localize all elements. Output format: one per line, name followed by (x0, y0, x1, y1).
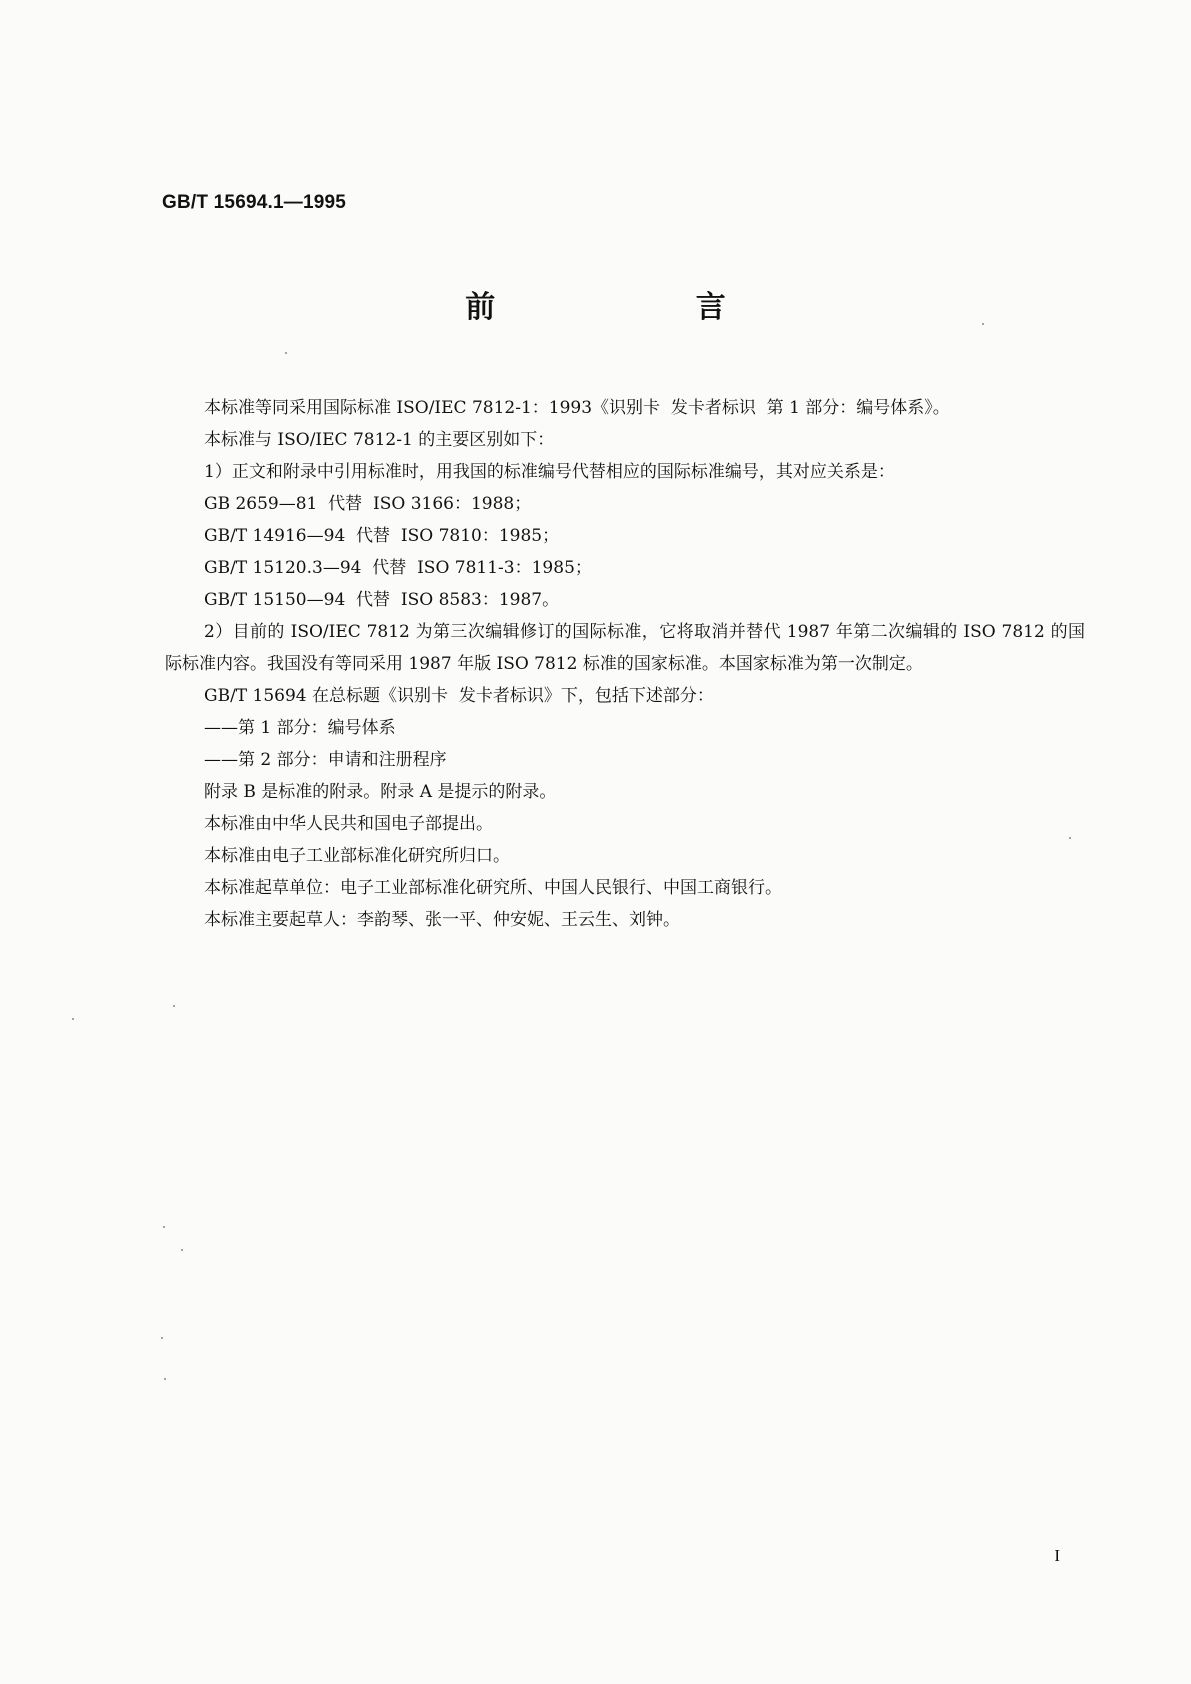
paragraph-adoption: 本标准等同采用国际标准 ISO/IEC 7812-1：1993《识别卡 发卡者标识 第 1 部分：编号体系》。 (204, 398, 950, 418)
page-title: 前 言 (465, 290, 821, 325)
paragraph-annexes: 附录 B 是标准的附录。附录 A 是提示的附录。 (204, 782, 557, 802)
scan-speck (164, 1378, 166, 1380)
part-list-item: ——第 1 部分：编号体系 (204, 718, 396, 738)
part-list-item: ——第 2 部分：申请和注册程序 (204, 750, 447, 770)
scan-speck (1069, 837, 1071, 839)
paragraph-differences-intro: 本标准与 ISO/IEC 7812-1 的主要区别如下： (204, 430, 555, 450)
paragraph-difference-2: 2）目前的 ISO/IEC 7812 为第三次编辑修订的国际标准，它将取消并替代 1987 年第二次编辑的 ISO 7812 的国际标准内容。我国没有等同采用 1987 年版 ISO 7812 标准的国家标准。本国家标准为第一次制定。 (165, 622, 1085, 674)
paragraph-drafting-units: 本标准起草单位：电子工业部标准化研究所、中国人民银行、中国工商银行。 (204, 878, 782, 898)
scan-speck (181, 1249, 183, 1251)
paragraph-difference-1: 1）正文和附录中引用标准时，用我国的标准编号代替相应的国际标准编号，其对应关系是： (204, 462, 895, 482)
paragraph-parts-intro: GB/T 15694 在总标题《识别卡 发卡者标识》下，包括下述部分： (204, 686, 714, 706)
scan-speck (161, 1337, 163, 1339)
page-number: I (1054, 1546, 1060, 1565)
standard-number-header: GB/T 15694.1—1995 (162, 192, 347, 213)
reference-mapping-line: GB/T 15150—94 代替 ISO 8583：1987。 (204, 590, 560, 610)
scan-speck (285, 352, 287, 354)
scan-speck (173, 1005, 175, 1007)
scan-speck (72, 1018, 74, 1020)
paragraph-responsible-unit: 本标准由电子工业部标准化研究所归口。 (204, 846, 510, 866)
scan-speck (163, 1226, 165, 1228)
document-body (165, 392, 1085, 936)
paragraph-proposer: 本标准由中华人民共和国电子部提出。 (204, 814, 493, 834)
reference-mapping-line: GB 2659—81 代替 ISO 3166：1988； (204, 494, 532, 514)
reference-mapping-line: GB/T 14916—94 代替 ISO 7810：1985； (204, 526, 560, 546)
scan-speck (982, 323, 984, 325)
reference-mapping-line: GB/T 15120.3—94 代替 ISO 7811-3：1985； (204, 558, 592, 578)
paragraph-drafters: 本标准主要起草人：李韵琴、张一平、仲安妮、王云生、刘钟。 (204, 910, 680, 930)
